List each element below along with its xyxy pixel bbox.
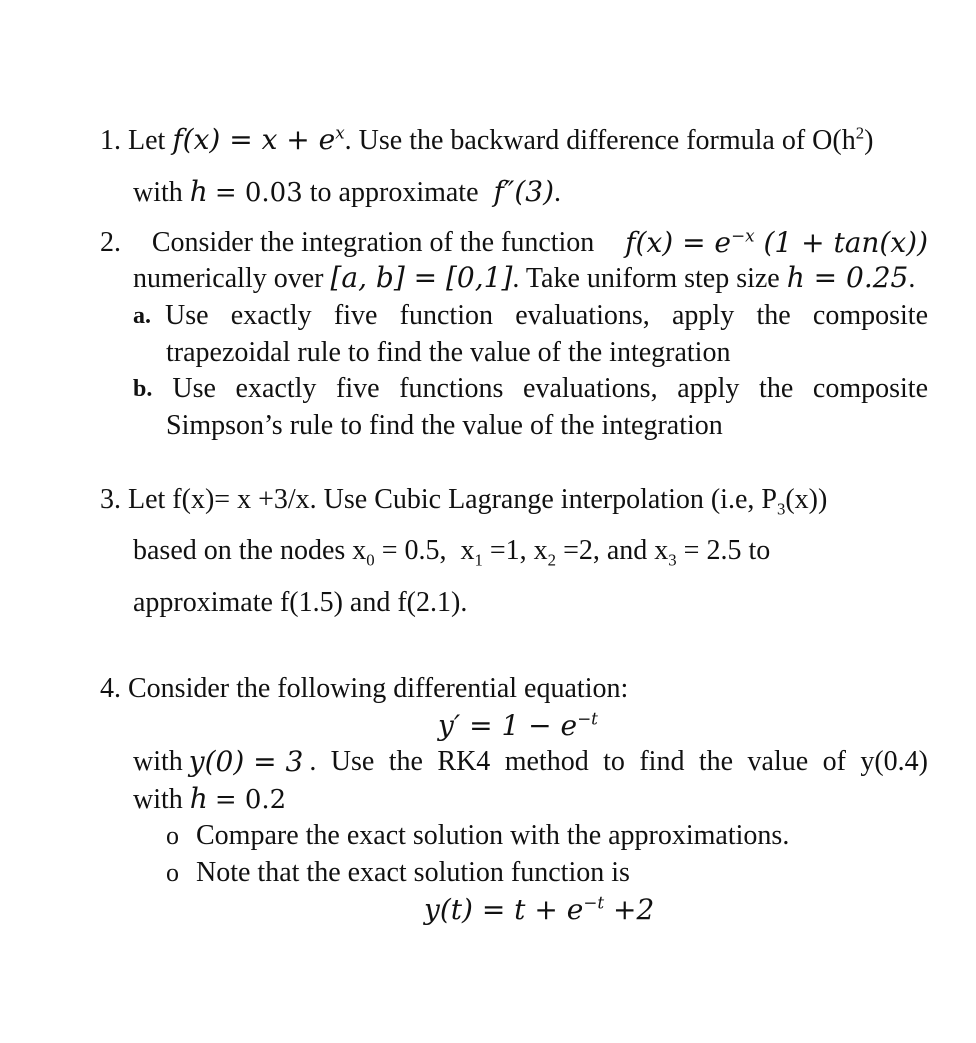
q1-line2 [133,174,561,211]
q1-end: . [554,177,561,208]
q4-bullet-marker-2: o [166,858,179,887]
q2-interval: [a, b] = [0,1] [330,261,513,294]
q1-line1 [100,122,873,159]
q3-line1 [100,482,827,518]
q1-lead: Let [128,125,166,156]
q1-order-exp: 2 [855,123,865,143]
q3-x0-sub: 0 [366,550,375,570]
q1-approx-text: to approximate [309,177,479,208]
q4-bullet2 [166,855,630,891]
q3-text-a: Let f(x)= x +3/x. Use Cubic Lagrange interpolation (i.e, P [128,484,777,515]
q2-b-line1 [133,371,928,407]
q4-h-value: = 0.2 [214,785,287,815]
q2-a-line2 [166,335,730,371]
q4-ode [438,708,598,745]
q2-over-text: numerically over [133,263,324,294]
q1-h-var: h [189,175,208,208]
q2-h-value: h = 0.25 [786,261,909,294]
q4-line1 [100,671,628,707]
q2-step-text: . Take uniform step size [512,263,780,294]
q4-with-2: with [133,784,183,815]
q2-line1 [100,225,928,261]
q2-end: . [908,263,916,294]
q3-nodes-a: based on the nodes x [133,535,367,566]
q3-nodes-e: = 2.5 to [676,535,771,566]
q2-a-text: Use exactly five function evaluations, apply the composite [165,300,928,331]
q1-text-a: . Use the backward difference formula of O(h [344,125,856,156]
q2-b-text-2: Simpson’s rule to find the value of the integration [166,410,723,441]
q3-line3 [133,585,467,621]
q4-h-var: h [189,782,208,815]
q1-function: $f(x) = x + e^x$ [172,122,345,156]
q3-x2-sub: 2 [547,550,557,570]
q4-with: with [133,746,183,777]
q4-line4 [133,781,286,818]
q4-line3 [133,744,928,780]
q4-rk4-text: . Use the RK4 method to find the value of y(0.4) [309,746,928,777]
q1-h-value: = 0.03 [214,178,303,208]
q3-approx-text: approximate f(1.5) and f(2.1). [133,587,468,618]
q2-number: 2. [100,227,121,258]
q1-number: 1. [100,125,121,156]
q3-number: 3. [100,484,121,515]
q4-bullet-text-1: Compare the exact solution with the approximations. [196,820,790,851]
q2-line2 [133,260,915,297]
q4-initial-condition: y(0) = 3 [188,745,304,778]
q4-bullet1 [166,818,789,854]
q3-nodes-d: =2, and x [556,535,669,566]
q4-bullet-marker-1: o [166,821,179,850]
q4-number: 4. [100,673,121,704]
q1-text-b: ) [864,125,874,156]
q4-exact [424,892,654,929]
q3-x1-sub: 1 [474,550,483,570]
q2-a-text-2: trapezoidal rule to find the value of the integration [166,337,731,368]
q4-intro: Consider the following differential equation: [128,673,629,704]
q2-a-label: a. [133,303,151,329]
q3-p-sub: 3 [776,499,786,519]
q1-with: with [133,177,183,208]
q3-nodes-c: =1, x [482,535,548,566]
q3-nodes-b: = 0.5, x [374,535,475,566]
q3-x3-sub: 3 [668,550,677,570]
q3-line2 [133,533,770,569]
q1-derivative: f″(3) [493,175,554,208]
q2-b-label: b. [133,376,153,402]
q2-intro: Consider the integration of the function [151,227,595,258]
q4-exact-solution: $y(t) = t + e^{-t} +2$ [424,892,655,926]
q2-b-line2 [166,408,723,444]
q2-b-text: Use exactly five functions evaluations, apply the composite [172,373,928,404]
q2-a-line1 [133,298,928,334]
q2-function: $f(x) = e^{-x}$ (1 + tan(x)) [625,225,928,259]
q4-bullet-text-2: Note that the exact solution function is [196,857,630,888]
q3-text-b: (x)) [785,484,828,515]
q4-ode-expr: $y' = 1 - e^{-t}$ [438,708,598,742]
